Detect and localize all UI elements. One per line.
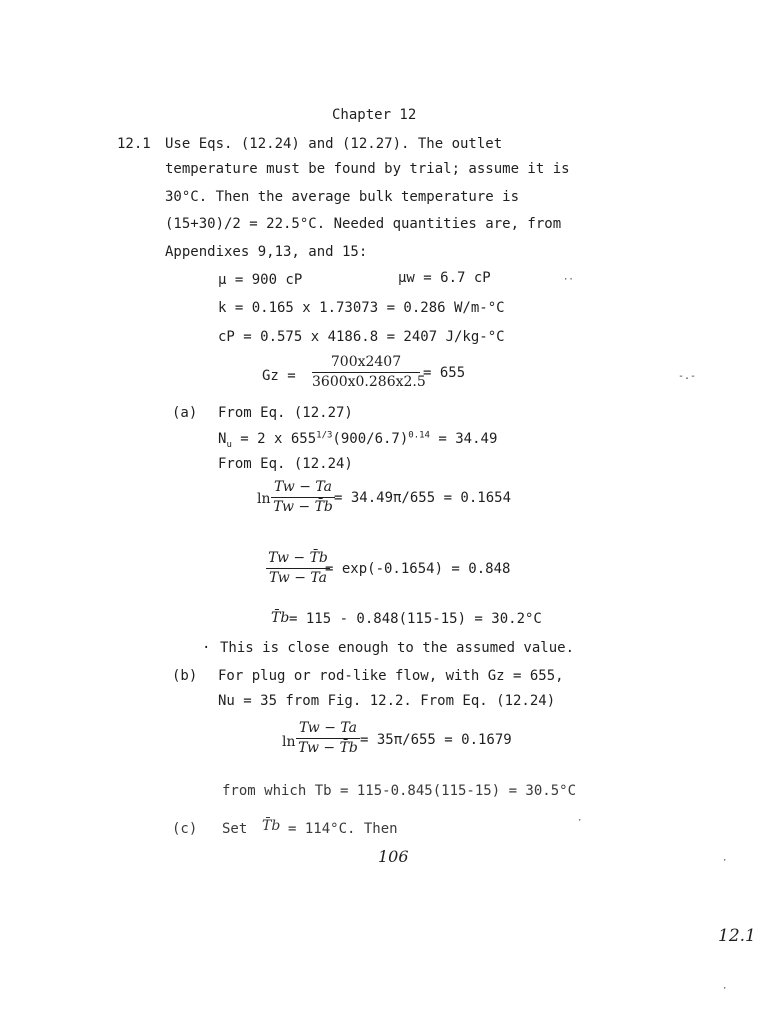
part-c-label: (c) xyxy=(172,821,198,837)
gz-fraction xyxy=(312,354,426,391)
exp-fraction-bar xyxy=(266,568,330,569)
exp-fraction xyxy=(266,551,330,587)
nu-subscript: u xyxy=(226,439,232,450)
part-a-label: (a) xyxy=(172,405,198,421)
part-b-from-which: from which Tb = 115-0.845(115-15) = 30.5°C xyxy=(222,783,577,799)
tb-symbol-a: T̄b xyxy=(271,610,290,626)
gz-numerator: 700x2407 xyxy=(330,354,402,370)
nusselt-equation xyxy=(218,430,498,450)
nu-exponent-2: 0.14 xyxy=(408,430,430,441)
conductivity-line: k = 0.165 x 1.73073 = 0.286 W/m-°C xyxy=(218,300,505,316)
gz-denominator: 3600x0.286x2.5 xyxy=(312,374,426,391)
ln-fraction-b xyxy=(296,721,360,757)
bullet-dot: · xyxy=(202,640,211,656)
gz-fraction-bar xyxy=(312,372,420,373)
ln-label-a: ln xyxy=(257,491,271,507)
speck-mark: · xyxy=(722,984,728,994)
nu-term-1: = 2 x 655 xyxy=(231,431,317,447)
page-number: 106 xyxy=(378,847,409,866)
speck-mark: · xyxy=(577,816,583,826)
gz-result: = 655 xyxy=(423,365,466,381)
intro-line-2: temperature must be found by trial; assume it is xyxy=(165,161,570,177)
nu-symbol: N xyxy=(218,431,227,447)
tb-result-a: = 115 - 0.848(115-15) = 30.2°C xyxy=(289,611,542,627)
nu-result: = 34.49 xyxy=(429,431,498,447)
margin-mark: -.- xyxy=(678,371,697,382)
problem-number: 12.1 xyxy=(117,136,151,152)
ln-numerator-a: Tw − Ta xyxy=(273,479,333,495)
close-enough-note: This is close enough to the assumed value. xyxy=(220,640,575,656)
speck-mark: ·· xyxy=(563,275,574,285)
ln-denominator-b: Tw − T̄b xyxy=(298,740,358,757)
exp-result: = exp(-0.1654) = 0.848 xyxy=(325,561,511,577)
ln-result-a: = 34.49π/655 = 0.1654 xyxy=(334,490,512,506)
nu-exponent-1: 1/3 xyxy=(316,430,333,441)
chapter-title: Chapter 12 xyxy=(332,107,417,123)
intro-line-4: (15+30)/2 = 22.5°C. Needed quantities are, from xyxy=(165,216,562,232)
exp-numerator: Tw − T̄b xyxy=(268,550,328,566)
speck-mark: · xyxy=(722,856,728,866)
part-c-value: = 114°C. Then xyxy=(288,821,398,837)
corner-note: 12.1 xyxy=(718,926,756,946)
part-c-set: Set xyxy=(222,821,248,837)
ln-fraction-a xyxy=(271,480,335,516)
part-b-label: (b) xyxy=(172,668,198,684)
intro-line-5: Appendixes 9,13, and 15: xyxy=(165,244,368,260)
gz-label: Gz = xyxy=(262,368,296,384)
part-c-tb-symbol: T̄b xyxy=(262,818,281,834)
intro-line-1: Use Eqs. (12.24) and (12.27). The outlet xyxy=(165,136,503,152)
nu-term-2: (900/6.7) xyxy=(332,431,409,447)
part-b-line-2: Nu = 35 from Fig. 12.2. From Eq. (12.24) xyxy=(218,693,556,709)
exp-denominator: Tw − Ta xyxy=(268,570,328,587)
specific-heat-line: cP = 0.575 x 4186.8 = 2407 J/kg-°C xyxy=(218,329,505,345)
part-a-from-eq-2: From Eq. (12.24) xyxy=(218,456,353,472)
part-b-line-1: For plug or rod-like flow, with Gz = 655, xyxy=(218,668,564,684)
part-a-from-eq-1: From Eq. (12.27) xyxy=(218,405,353,421)
wall-viscosity-line: μw = 6.7 cP xyxy=(398,270,491,286)
ln-numerator-b: Tw − Ta xyxy=(298,720,358,736)
ln-label-b: ln xyxy=(282,734,296,750)
intro-line-3: 30°C. Then the average bulk temperature is xyxy=(165,189,520,205)
ln-result-b: = 35π/655 = 0.1679 xyxy=(360,732,512,748)
viscosity-line: μ = 900 cP xyxy=(218,272,303,288)
ln-denominator-a: Tw − T̄b xyxy=(273,499,333,516)
